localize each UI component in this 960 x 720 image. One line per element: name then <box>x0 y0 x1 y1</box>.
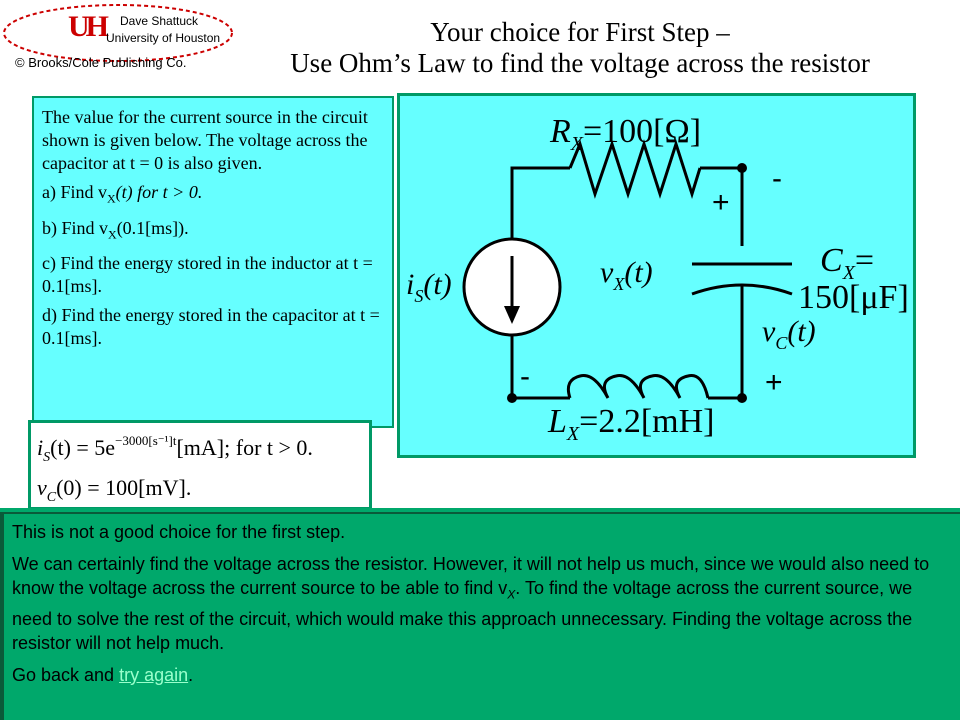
try-again-link[interactable]: try again <box>119 664 189 685</box>
problem-intro: The value for the current source in the circuit shown is given below. The voltage across the capacitor at t = 0 is also given. <box>42 107 368 173</box>
node-bottom-right <box>737 393 747 403</box>
equation-is: $i_S(t) = 5e^{-3000[s^{-1}]t}[mA]$; for t > 0. <box>37 433 313 465</box>
minus-bottom-sign: - <box>520 360 530 393</box>
node-bottom-left <box>507 393 517 403</box>
problem-part-d: d) Find the energy stored in the capacitor at t = 0.1[ms]. <box>42 305 380 349</box>
logo-publisher: © Brooks/Cole Publishing Co. <box>15 55 187 70</box>
vc-label: $v_C(t)$ <box>762 315 816 353</box>
title-line-2: Use Ohm’s Law to find the voltage across the resistor <box>290 48 870 78</box>
feedback-explanation: We can certainly find the voltage across the resistor. However, it will not help us much, since we would also need to know the voltage across the current source to be able to find $v_X$. To find the voltage across the current source, we need to solve the rest of the circuit, which would make this approach unnecessary. Finding the voltage across the resistor will not help much. <box>12 554 930 653</box>
problem-part-c: c) Find the energy stored in the inductor at t = 0.1[ms]. <box>42 253 373 297</box>
problem-part-b: b) Find $v_X(0.1[ms])$. <box>42 217 189 242</box>
vx-label: $v_X(t)$ <box>600 256 653 294</box>
capacitor-label: $C_X=$ <box>820 242 875 284</box>
circuit-schematic <box>400 96 913 455</box>
feedback-verdict: This is not a good choice for the first step. <box>12 522 346 542</box>
plus-bottom-sign: + <box>765 366 783 399</box>
feedback-panel <box>0 508 960 720</box>
inductor-coil <box>568 375 708 398</box>
minus-top-sign: - <box>772 162 782 195</box>
equation-vc: $v_C(0) = 100[mV]$. <box>37 475 192 505</box>
circuit-diagram <box>397 93 916 458</box>
inductor-label: $L_X=2.2[mH]$ <box>548 403 715 445</box>
plus-top-sign: + <box>712 186 730 219</box>
given-equations <box>28 420 372 510</box>
slide-title <box>200 17 960 79</box>
feedback-go-back: Go back and try again. <box>12 664 194 685</box>
given-equations-svg <box>31 423 369 507</box>
uh-logo-mark: UH <box>68 10 105 43</box>
resistor-zigzag <box>570 144 700 194</box>
node-top-right <box>737 163 747 173</box>
wire-top-left <box>512 168 570 176</box>
resistor-label: $R_X=100[\Omega]$ <box>550 113 702 155</box>
capacitor-value: 150[μF] <box>798 279 909 316</box>
logo-author: Dave Shattuck <box>120 14 199 28</box>
logo-university: University of Houston <box>106 31 221 45</box>
feedback-text <box>0 512 960 720</box>
problem-part-a: a) Find $v_X(t)$ for t > 0. <box>42 182 203 206</box>
problem-statement <box>32 96 394 428</box>
source-label: $i_S(t)$ <box>406 268 452 306</box>
title-line-1: Your choice for First Step – <box>430 17 730 47</box>
